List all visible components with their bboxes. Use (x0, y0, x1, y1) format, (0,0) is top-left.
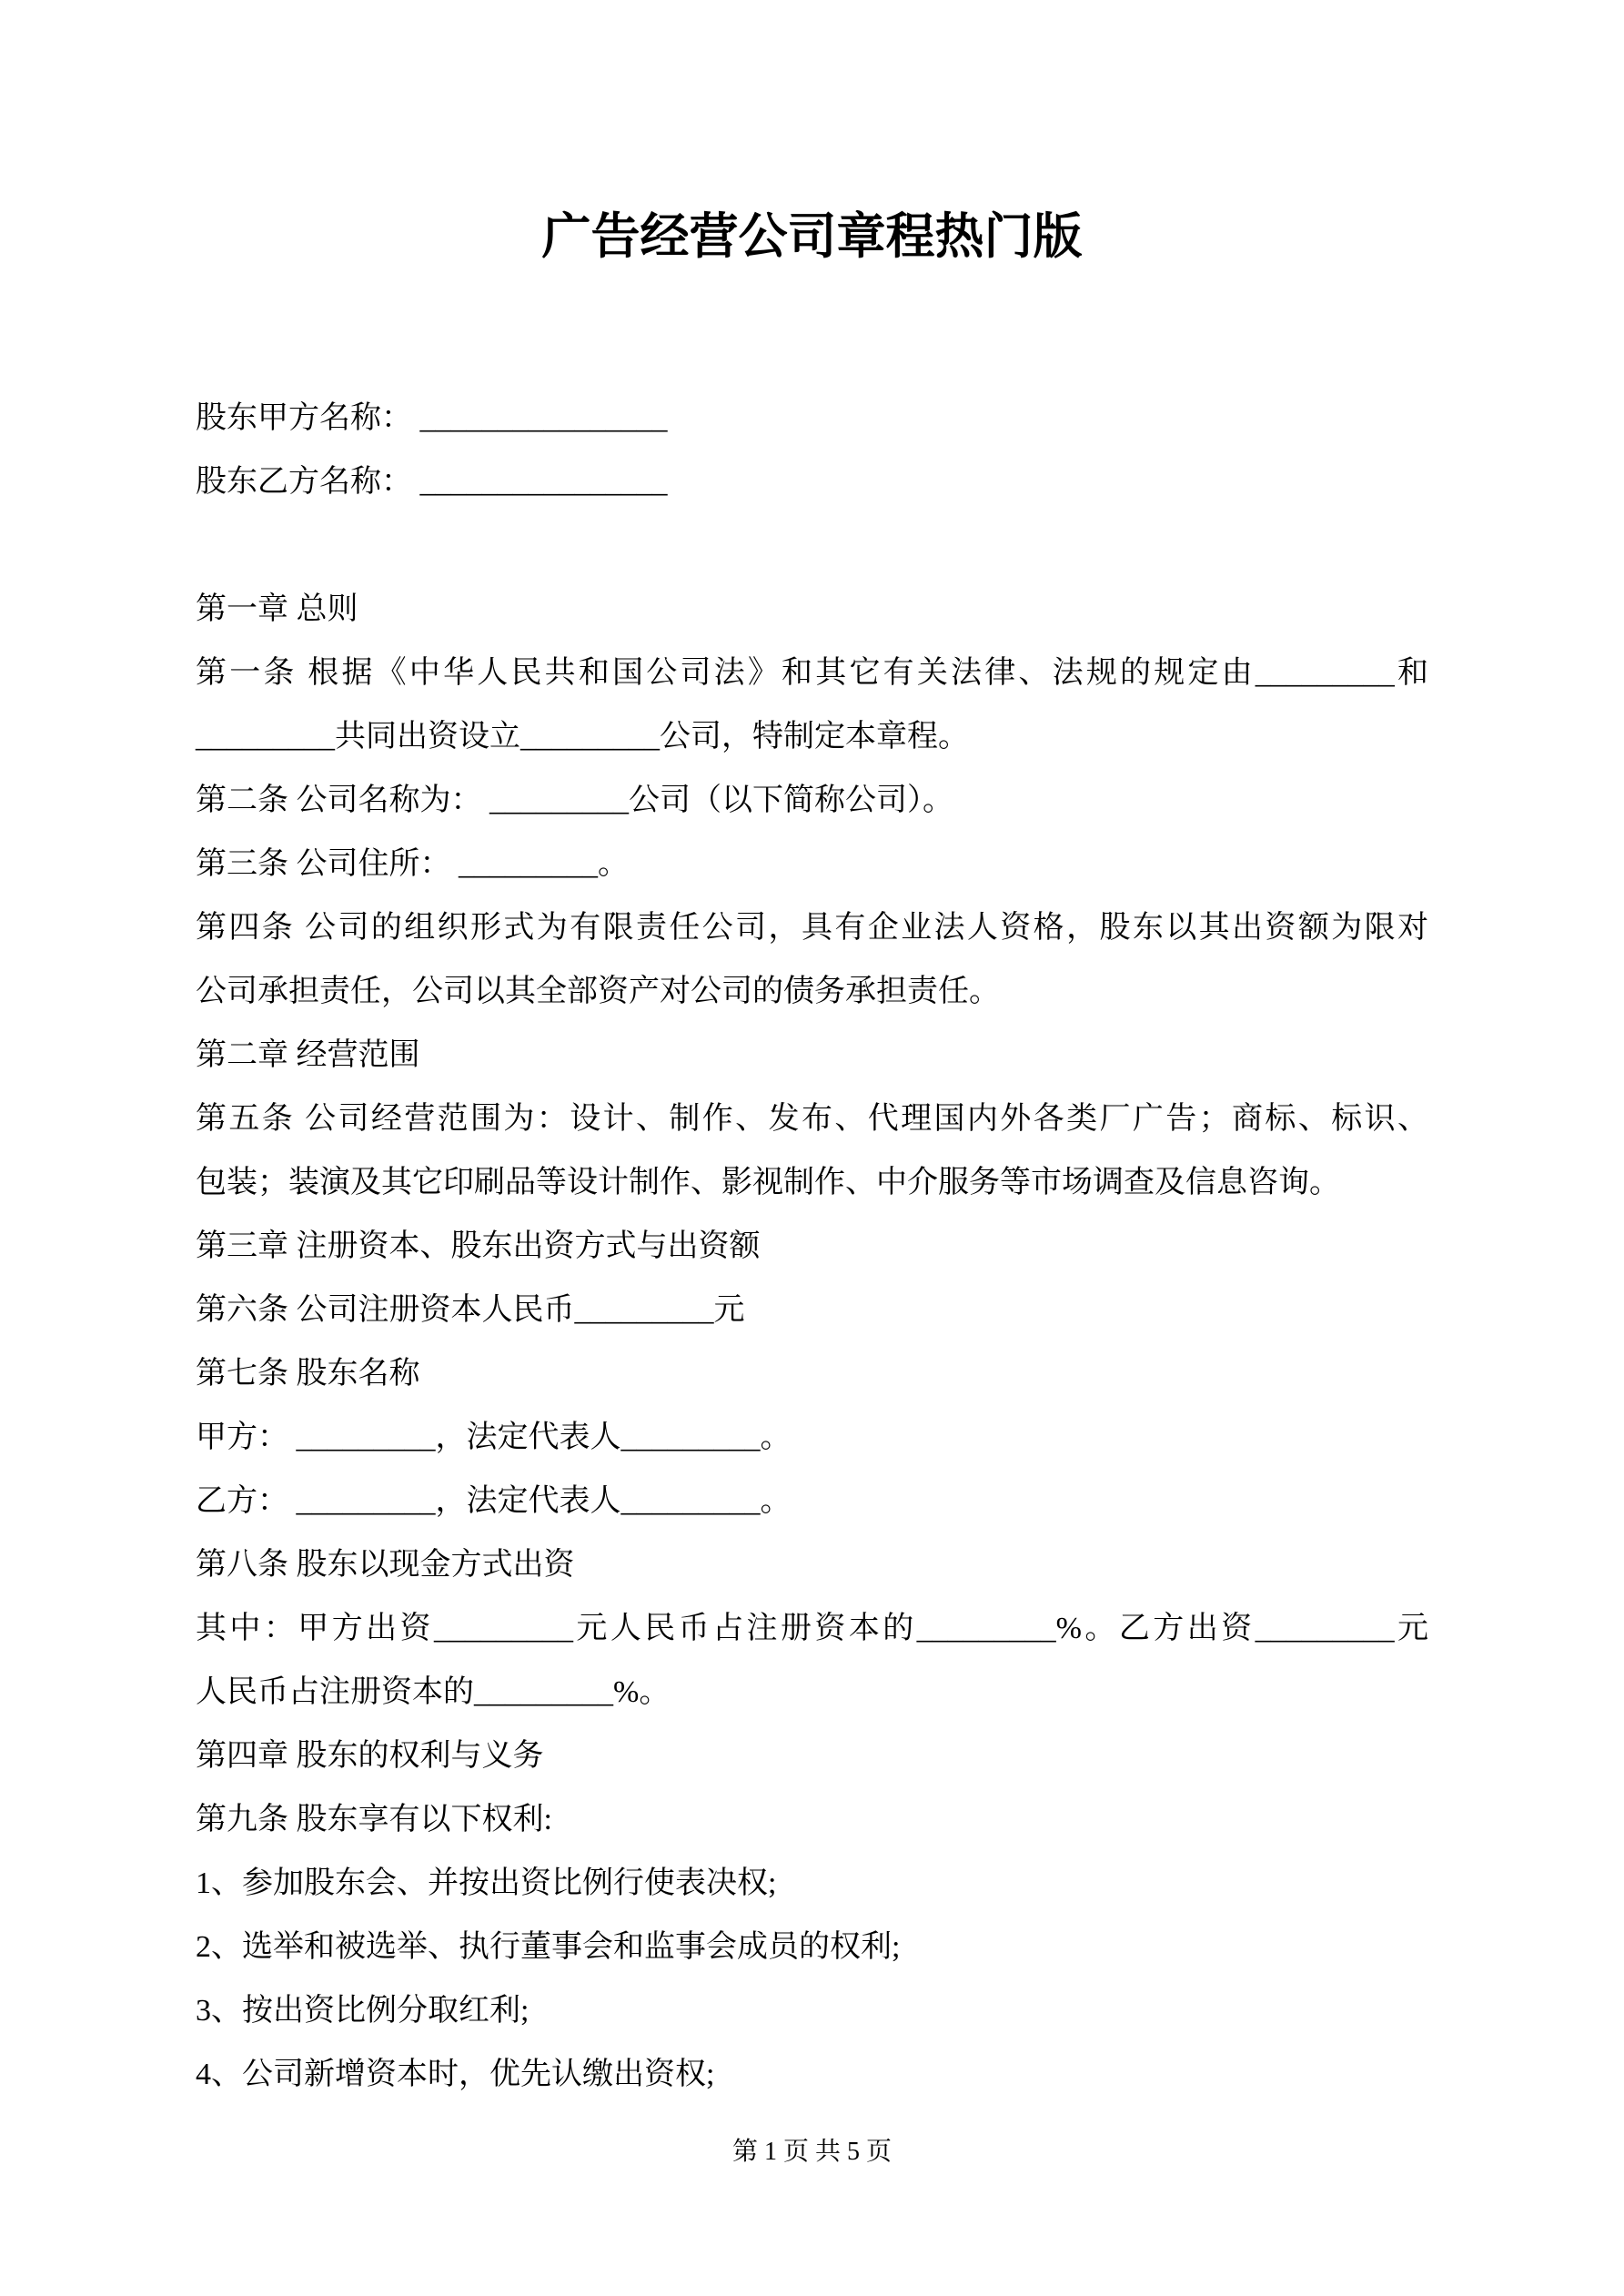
doc-line-article2: 第二条 公司名称为： _________公司（以下简称公司）。 (196, 784, 953, 817)
doc-line-shareholder-b: 股东乙方名称： ________________ (196, 465, 668, 499)
doc-line-article4-a: 第四条 公司的组织形式为有限责任公司，具有企业法人资格，股东以其出资额为限对 (196, 911, 1428, 945)
page-title: 广告经营公司章程热门版 (541, 209, 1083, 264)
doc-line-party-a: 甲方： _________，法定代表人_________。 (196, 1421, 792, 1454)
doc-line-right3: 3、按出资比例分取红利; (196, 1994, 530, 2028)
doc-line-article8-detail-b: 人民币占注册资本的_________%。 (196, 1675, 671, 1709)
doc-line-chapter2: 第二章 经营范围 (196, 1038, 420, 1072)
doc-line-article4-b: 公司承担责任，公司以其全部资产对公司的债务承担责任。 (196, 975, 1000, 1008)
doc-line-article1-b: _________共同出资设立_________公司，特制定本章程。 (196, 720, 969, 754)
doc-line-article8: 第八条 股东以现金方式出资 (196, 1548, 575, 1582)
doc-line-right1: 1、参加股东会、并按出资比例行使表决权; (196, 1866, 777, 1900)
doc-line-article5-b: 包装；装演及其它印刷品等设计制作、影视制作、中介服务等市场调查及信息咨询。 (196, 1166, 1340, 1199)
doc-line-chapter3: 第三章 注册资本、股东出资方式与出资额 (196, 1229, 761, 1263)
doc-line-article8-detail-a: 其中：甲方出资_________元人民币占注册资本的_________%。乙方出资_________元 (196, 1612, 1428, 1645)
doc-line-chapter4: 第四章 股东的权利与义务 (196, 1739, 544, 1773)
doc-line-article5-a: 第五条 公司经营范围为：设计、制作、发布、代理国内外各类厂广告；商标、标识、 (196, 1102, 1428, 1136)
doc-line-article6: 第六条 公司注册资本人民币_________元 (196, 1293, 745, 1327)
doc-line-article9: 第九条 股东享有以下权利: (196, 1803, 552, 1836)
doc-line-article3: 第三条 公司住所： _________。 (196, 847, 629, 881)
doc-line-article7: 第七条 股东名称 (196, 1357, 420, 1391)
page-footer: 第 1 页 共 5 页 (731, 2138, 892, 2166)
doc-line-article1-a: 第一条 根据《中华人民共和国公司法》和其它有关法律、法规的规定由_________和 (196, 656, 1428, 690)
doc-line-right2: 2、选举和被选举、执行董事会和监事会成员的权利; (196, 1930, 901, 1964)
doc-line-right4: 4、公司新增资本时，优先认缴出资权; (196, 2058, 715, 2091)
doc-line-shareholder-a: 股东甲方名称： ________________ (196, 401, 668, 435)
doc-line-chapter1: 第一章 总则 (196, 592, 358, 626)
doc-line-party-b: 乙方： _________，法定代表人_________。 (196, 1484, 792, 1518)
